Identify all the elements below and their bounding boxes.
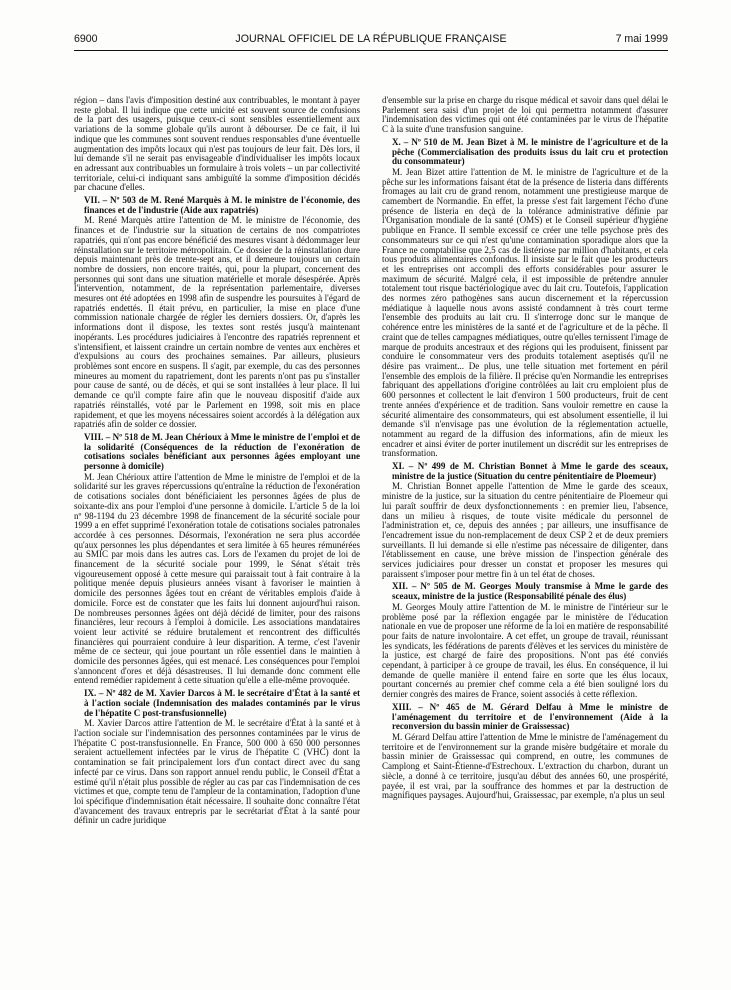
section-heading: IX. – Nº 482 de M. Xavier Darcos à M. le secrétaire d'État à la santé et à l'action sociale (Indemnisation des malades contaminés par le virus de l'hépatite C post-transfusionnelle) [84,688,360,718]
section-heading: VII. – Nº 503 de M. René Marquès à M. le ministre de l'économie, des finances et de l'industrie (Aide aux rapatriés) [84,195,360,215]
section-paragraph: M. Jean Bizet attire l'attention de M. le ministre de l'agriculture et de la pêche sur les informations faisant état de la présence de listeria dans différents fromages au lait cru de grand renom, notamment une prestigieuse marque de camembert de Normandie. En effet, la presse s'est fait largement l'écho d'une présence de listeria en deçà de la tolérance administrative définie par l'Organisation mondiale de la santé (OMS) et le Conseil supérieur d'hygiène publique en France. Il semble excessif ce créer une telle psychose près des consommateurs sur ce qui n'est qu'une contamination sporadique alors que la France ne comptabilise que 2,5 cas de listériose par million d'habitants, et cela tous produits alimentaires confondus. Il insiste sur le fait que les producteurs et les entreprises ont accompli des efforts considérables pour assurer le maximum de sécurité. Malgré cela, il est impossible de prétendre annuler totalement tout risque bactériologique avec du lait cru. Toutefois, l'application des normes zéro pathogènes sans aucun discernement et la répercussion médiatique à laquelle nous avons assisté condamnent à très court terme l'ensemble des produits au lait cru. Il s'interroge donc sur le manque de cohérence entre les ministères de la santé et de l'agriculture et de la pêche. Il craint que de telles campagnes médiatiques, outre qu'elles ternissent l'image de marque de produits ancestraux et des régions qui les produisent, finissent par conduire le consommateur vers des produits totalement aseptisés qu'il ne désire pas vraiment... De plus, une telle situation met fortement en péril l'ensemble des emplois de la filière. Il précise qu'en Normandie les entreprises fabriquant des appellations d'origine contrôlées au lait cru emploient plus de 600 personnes et collectent le lait d'environ 1 500 producteurs, fruit de cent trente années d'expérience et de tradition. Sans vouloir remettre en cause la sécurité alimentaire des consommateurs, qui est absolument essentielle, il lui demande s'il n'envisage pas une évolution de la réglementation actuelle, notamment au regard de la diffusion des informations, afin de mieux les encadrer et ainsi éviter de porter inutilement un discrédit sur les entreprises de transformation. [382,166,668,459]
section-paragraph: M. Gérard Delfau attire l'attention de Mme le ministre de l'aménagement du territoire et de l'environnement sur la grande misère budgétaire et morale du bassin minier de Graissessac qui comprend, en outre, les communes de Camplong et Saint-Étienne-d'Estrechoux. L'extraction du charbon, durant un siècle, a donné à ce territoire, jusqu'au début des années 60, une prospérité, payée, il est vrai, par la souffrance des hommes et par la destruction de magnifiques paysages. Aujourd'hui, Graissessac, par exemple, n'a plus un seul [382,732,668,801]
issue-date: 7 mai 1999 [615,33,668,45]
left-column [74,96,360,982]
continued-paragraph: d'ensemble sur la prise en charge du risque médical et savoir dans quel délai le Parlement sera saisi d'un projet de loi qui permettra notamment d'assurer l'indemnisation des victimes qui ont été contaminées par le virus de l'hépatite C à la suite d'une transfusion sanguine. [382,96,668,135]
section-heading: VIII. – Nº 518 de M. Jean Chérioux à Mme le ministre de l'emploi et de la solidarité (Conséquences de la réduction de l'exonération de cotisations sociales bénéficiant aux personnes âgées employant une personne à domicile) [84,431,360,472]
journal-title: JOURNAL OFFICIEL DE LA RÉPUBLIQUE FRANÇAISE [235,33,507,45]
section-paragraph: M. Christian Bonnet appelle l'attention de Mme le garde des sceaux, ministre de la justice, sur la situation du centre pénitentiaire de Ploemeur qui lui paraît souffrir de deux dysfonctionnements : en premier lieu, l'absence, dans un milieu à risques, de toute visite médicale du personnel de l'administration et, ce, depuis des années ; par ailleurs, une insuffisance de l'encadrement issue du non-remplacement de deux CSP 2 et de deux premiers surveillants. Il lui demande si elle n'estime pas nécessaire de diligenter, dans l'établissement en cause, une brève mission de l'inspection générale des services judiciaires pour dresser un constat et proposer les mesures qui paraissent s'imposer pour mettre fin à un tel état de choses. [382,481,668,579]
page-number: 6900 [74,33,98,45]
section-heading: XI. – Nº 499 de M. Christian Bonnet à Mme le garde des sceaux, ministre de la justice (Situation du centre pénitentiaire de Ploemeur) [392,461,668,481]
header-rule [74,50,668,51]
section-paragraph: M. Jean Chérioux attire l'attention de Mme le ministre de l'emploi et de la solidarité sur les graves répercussions qu'entraîne la réduction de l'exonération de cotisations sociales dont bénéficiaient les personnes âgées de plus de soixante-dix ans pour l'emploi d'une personne à domicile. L'article 5 de la loi nº 98-1194 du 23 décembre 1998 de financement de la sécurité sociale pour 1999 a en effet supprimé l'exonération totale de cotisations sociales patronales accordée à ces personnes. Désormais, l'exonération ne sera plus accordée qu'aux personnes les plus dépendantes et sera limitée à 65 heures rémunérées au SMIC par mois dans les autres cas. Lors de l'examen du projet de loi de financement de la sécurité sociale pour 1999, le Sénat s'était très vigoureusement opposé à cette mesure qui paraissait tout à fait contraire à la politique menée depuis plusieurs années visant à favoriser le maintien à domicile des personnes âgées tout en créant de véritables emplois d'aide à domicile. Force est de constater que les faits lui donnent aujourd'hui raison. De nombreuses personnes âgées ont déjà décidé de limiter, pour des raisons financières, leur recours à l'emploi à domicile. Les associations mandataires voient leur activité se réduire brutalement et rencontrent des difficultés financières qui pourraient conduire à leur disparition. A terme, c'est l'avenir même de ce secteur, qui joue pourtant un rôle essentiel dans le maintien à domicile des personnes âgées, qui est menacé. Les conséquences pour l'emploi s'annoncent d'ores et déjà désastreuses. Il lui demande donc comment elle entend remédier rapidement à cette situation qu'elle a elle-même provoquée. [74,471,360,686]
section-heading: XII. – Nº 505 de M. Georges Mouly transmise à Mme le garde des sceaux, ministre de la justice (Responsabilité pénale des élus) [392,581,668,602]
section-paragraph: M. René Marquès attire l'attention de M. le ministre de l'économie, des finances et de l'industrie sur la situation de certains de nos compatriotes rapatriés, qui n'ont pas encore bénéficié des mesures visant à dédommager leur réinstallation sur le territoire métropolitain. Ce dossier de la réinstallation dure depuis maintenant près de trente-sept ans, et il demeure toujours un certain nombre de dossiers, non encore traités, qui, pour la plupart, concernent des personnes qui sont dans une situation matérielle et morale désespérée. Après l'intervention, notamment, de la représentation parlementaire, diverses mesures ont été adoptées en 1998 afin de suspendre les poursuites à l'égard de rapatriés endettés. Il était prévu, en particulier, la mise en place d'une commission nationale chargée de régler les derniers dossiers. Or, d'après les informations dont il dispose, les textes sont restés jusqu'à maintenant inopérants. Les procédures judiciaires à l'encontre des rapatriés reprennent et s'intensifient, et laissent craindre un certain nombre de ventes aux enchères et d'expulsions au cours des prochaines semaines. Par ailleurs, plusieurs problèmes sont encore en suspens. Il s'agit, par exemple, du cas des personnes mineures au moment du rapatriement, dont les parents n'ont pas pu s'installer pour cause de santé, ou de décès, et qui se sont installées à leur place. Il lui demande ce qu'il compte faire afin que le nouveau dispositif d'aide aux rapatriés réinstallés, voté par le Parlement en 1998, soit mis en place rapidement, et que les moyens nécessaires soient accordés à la délégation aux rapatriés afin de solder ce dossier. [74,215,360,430]
continued-paragraph: région – dans l'avis d'imposition destiné aux contribuables, le montant à payer reste global. Il lui indique que cette unicité est souvent source de confusions de la part des usagers, puisque ceux-ci sont sensibles essentiellement aux variations de la somme globale qu'ils auront à débourser. De ce fait, il lui indique que les communes sont souvent rendues responsables d'une éventuelle augmentation des impôts locaux qui n'est pas toujours de leur fait. Dès lors, il lui demande s'il ne serait pas envisageable d'individualiser les impôts locaux en adressant aux contribuables un formulaire à trois volets – un par collectivité territoriale, celui-ci indiquant sans ambiguïté la somme d'imposition décidés par chacune d'elles. [74,96,360,193]
page-header [74,33,668,47]
section-paragraph: M. Xavier Darcos attire l'attention de M. le secrétaire d'État à la santé et à l'action sociale sur l'indemnisation des personnes contaminées par le virus de l'hépatite C post-transfusionnelle. En France, 500 000 à 650 000 personnes seraient actuellement infectées par le virus de l'hépatite C (VHC) dont la contamination se fait principalement lors d'un contact direct avec du sang infecté par ce virus. Dans son rapport annuel rendu public, le Conseil d'État a estimé qu'il n'était plus possible de régler au cas par cas l'indemnisation de ces victimes et que, compte tenu de l'ampleur de la contamination, l'adoption d'une loi spécifique d'indemnisation était nécessaire. Il souhaite donc connaître l'état d'avancement des travaux entrepris par le secrétariat d'État à la santé pour définir un cadre juridique [74,718,360,826]
right-column [382,96,668,982]
section-heading: XIII. – Nº 465 de M. Gérard Delfau à Mme le ministre de l'aménagement du territoire et de l'environnement (Aide à la reconversion du bassin minier de Graissessac) [392,701,668,732]
section-heading: X. – Nº 510 de M. Jean Bizet à M. le ministre de l'agriculture et de la pêche (Commercialisation des produits issus du lait cru et protection du consommateur) [392,136,668,167]
section-paragraph: M. Georges Mouly attire l'attention de M. le ministre de l'intérieur sur le problème posé par la réflexion engagée par le ministère de l'éducation nationale en vue de proposer une réforme de la loi en matière de responsabilité pour faits de nature involontaire. A cet effet, un groupe de travail, réunissant les syndicats, les fédérations de parents d'élèves et les services du ministère de la justice, est chargé de faire des propositions. N'ont pas été conviés cependant, à participer à ce groupe de travail, les élus. En conséquence, il lui demande de quelle manière il entend faire en sorte que les élus locaux, pourtant concernés au premier chef comme cela a été bien souligné lors du dernier congrès des maires de France, soient associés à cette réflexion. [382,601,668,700]
